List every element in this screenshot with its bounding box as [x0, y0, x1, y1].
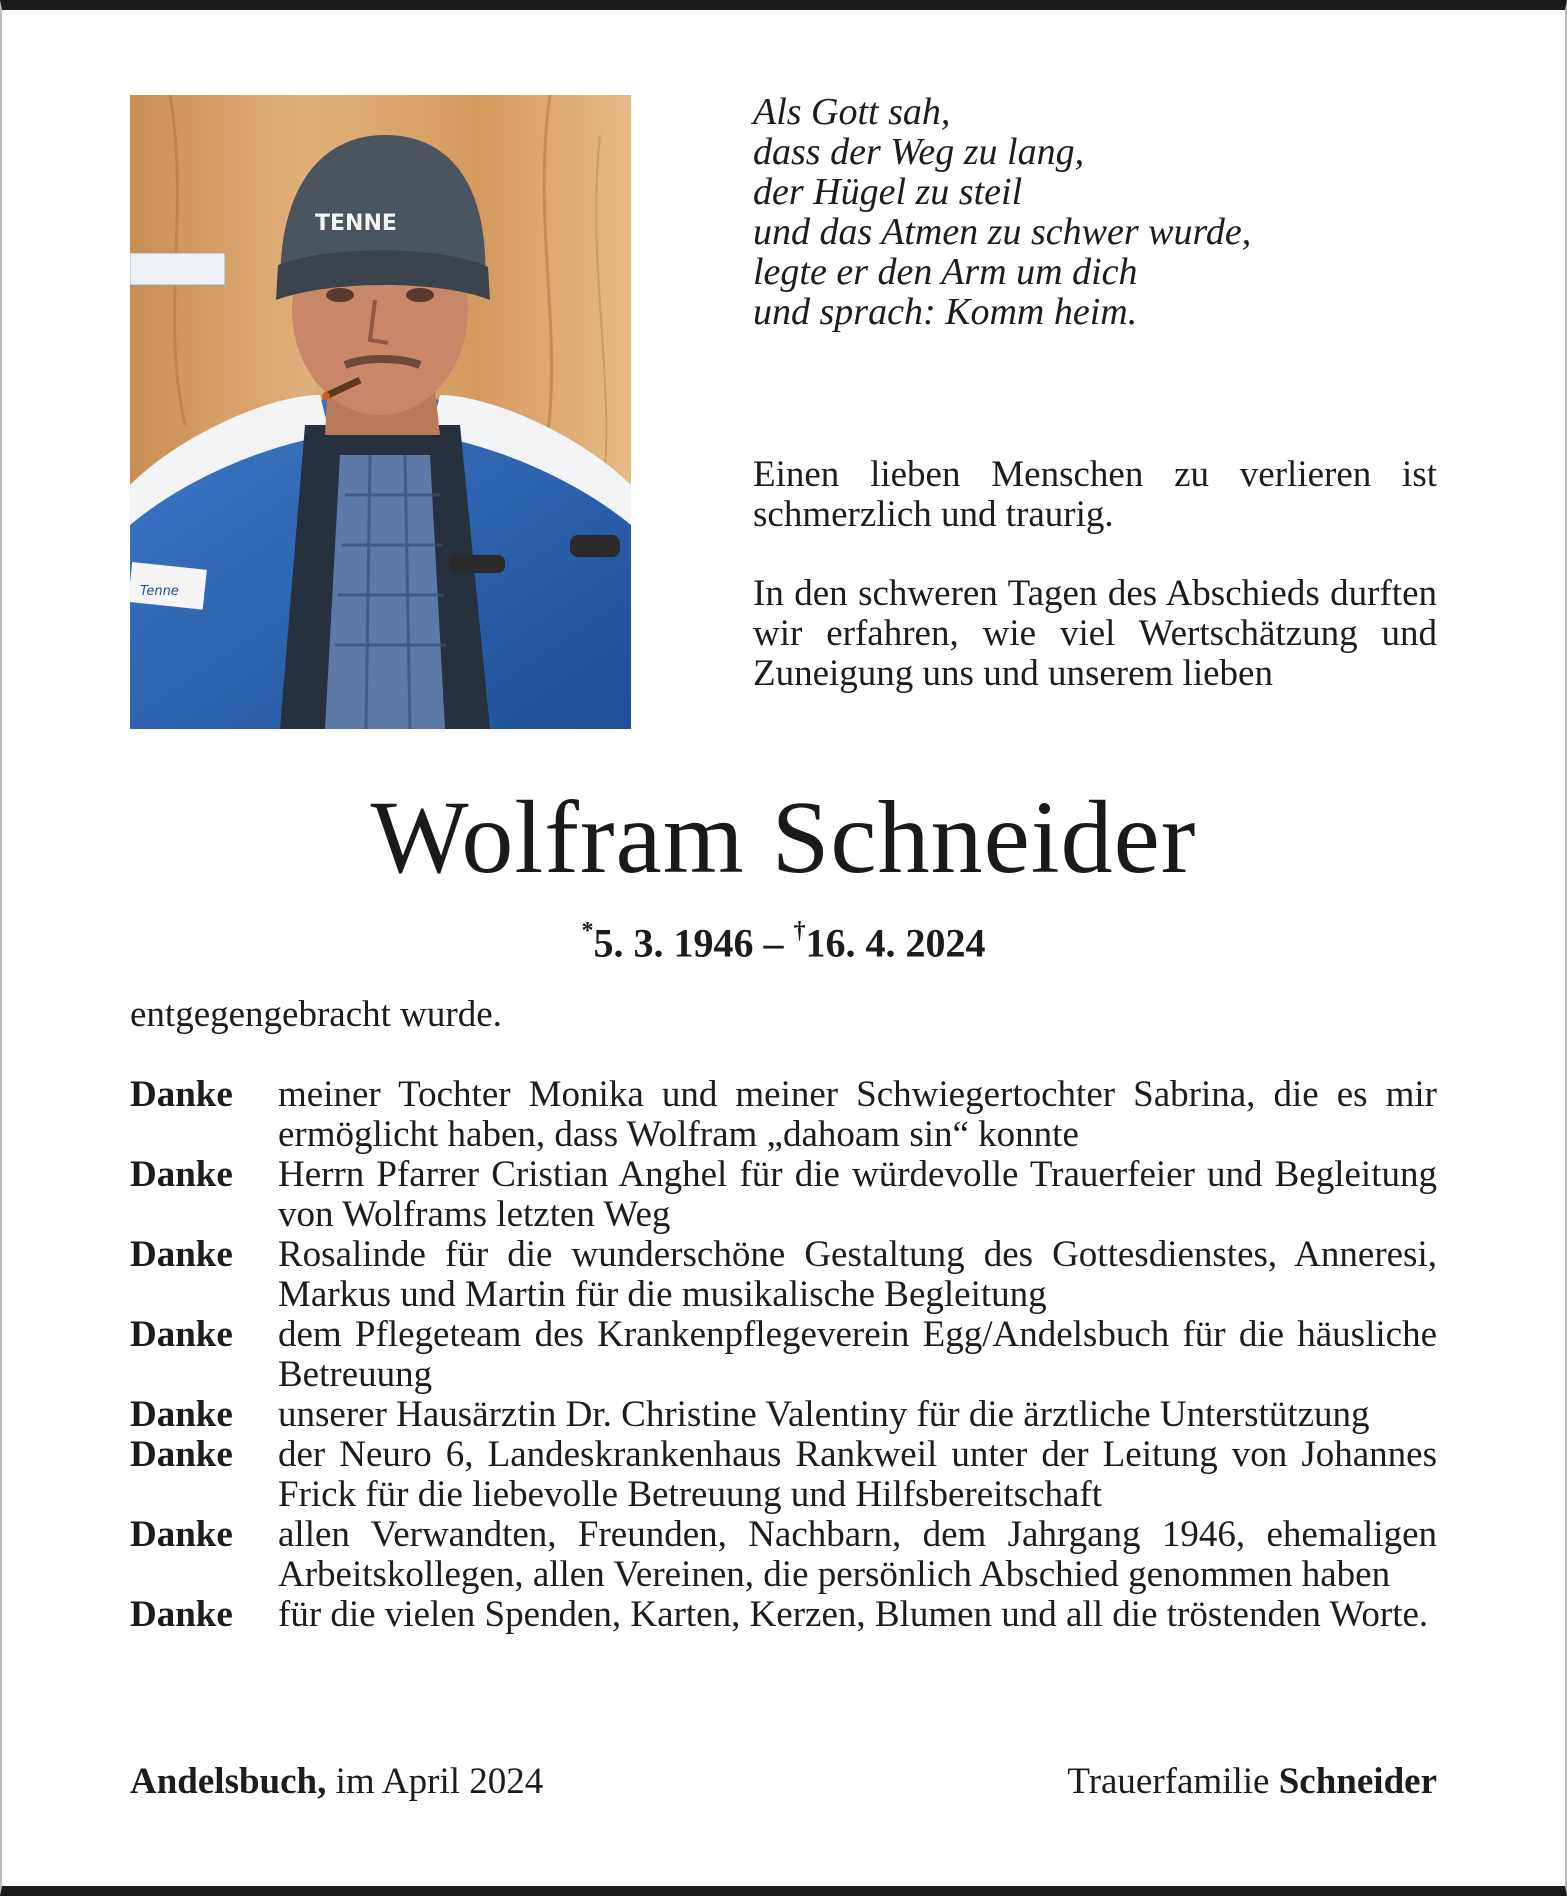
family-prefix: Trauerfamilie	[1067, 1761, 1279, 1802]
death-date: 16. 4. 2024	[805, 920, 986, 966]
thanks-text: meiner Tochter Monika und meiner Schwiegertochter Sabrina, die es mir ermöglicht haben, dass Wolfram „dahoam sin“ konnte	[278, 1074, 1437, 1155]
intro-paragraph-2: In den schweren Tagen des Abschieds durften wir erfahren, wie viel Wertschätzung und Zuneigung uns und unserem lieben	[753, 573, 1437, 694]
family-signature	[1067, 1762, 1437, 1802]
portrait-photo	[130, 95, 631, 729]
poem-line: und das Atmen zu schwer wurde,	[753, 211, 1252, 253]
thanks-keyword: Danke	[130, 1234, 233, 1275]
thanks-keyword: Danke	[130, 1594, 233, 1635]
place-and-date	[130, 1762, 543, 1802]
thanks-text: für die vielen Spenden, Karten, Kerzen, Blumen und all die tröstenden Worte.	[278, 1594, 1429, 1635]
continuation-text: entgegengebracht wurde.	[130, 994, 502, 1035]
thanks-row	[130, 1395, 1437, 1435]
poem-line: Als Gott sah,	[753, 91, 951, 133]
deceased-name: Wolfram Schneider	[370, 780, 1197, 895]
thanks-text: allen Verwandten, Freunden, Nachbarn, dem Jahrgang 1946, ehemaligen Arbeitskollegen, allen Vereinen, die persönlich Abschied genommen haben	[278, 1514, 1437, 1595]
date-text: im April 2024	[326, 1761, 544, 1802]
intro-paragraph-1: Einen lieben Menschen zu verlieren ist schmerzlich und traurig.	[753, 454, 1437, 535]
thanks-keyword: Danke	[130, 1514, 233, 1555]
poem-line: legte er den Arm um dich	[753, 251, 1138, 293]
thanks-keyword: Danke	[130, 1154, 233, 1195]
thanks-row	[130, 1235, 1437, 1315]
poem-line: und sprach: Komm heim.	[753, 291, 1138, 333]
place: Andelsbuch,	[130, 1761, 327, 1802]
thanks-text: unserer Hausärztin Dr. Christine Valentiny für die ärztliche Unterstützung	[278, 1394, 1370, 1435]
poem-line: dass der Weg zu lang,	[753, 131, 1085, 173]
jacket-logo-text: Tenne	[140, 584, 179, 599]
thanks-keyword: Danke	[130, 1074, 233, 1115]
thanks-keyword: Danke	[130, 1394, 233, 1435]
thanks-text: der Neuro 6, Landeskrankenhaus Rankweil unter der Leitung von Johannes Frick für die liebevolle Betreuung und Hilfsbereitschaft	[278, 1434, 1437, 1515]
thanks-text: Herrn Pfarrer Cristian Anghel für die würdevolle Trauerfeier und Begleitung von Wolframs letzten Weg	[278, 1154, 1437, 1235]
thanks-row	[130, 1435, 1437, 1515]
life-dates	[0, 910, 1567, 968]
birth-symbol: *	[581, 918, 594, 944]
thanks-row	[130, 1515, 1437, 1595]
thanks-list	[130, 1075, 1437, 1635]
date-separator: –	[753, 920, 794, 966]
thanks-row	[130, 1315, 1437, 1395]
birth-date: 5. 3. 1946	[593, 920, 754, 966]
poem	[753, 92, 1453, 332]
thanks-text: dem Pflegeteam des Krankenpflegeverein Egg/Andelsbuch für die häusliche Betreuung	[278, 1314, 1437, 1395]
thanks-row	[130, 1075, 1437, 1155]
thanks-text: Rosalinde für die wunderschöne Gestaltung des Gottesdienstes, Anneresi, Markus und Martin für die musikalische Begleitung	[278, 1234, 1437, 1315]
thanks-row	[130, 1595, 1437, 1635]
thanks-keyword: Danke	[130, 1434, 233, 1475]
death-symbol: †	[793, 918, 806, 944]
family-name: Schneider	[1278, 1761, 1437, 1802]
beanie-logo-text: TENNE	[315, 211, 397, 236]
poem-line: der Hügel zu steil	[753, 171, 1023, 213]
thanks-row	[130, 1155, 1437, 1235]
thanks-keyword: Danke	[130, 1314, 233, 1355]
